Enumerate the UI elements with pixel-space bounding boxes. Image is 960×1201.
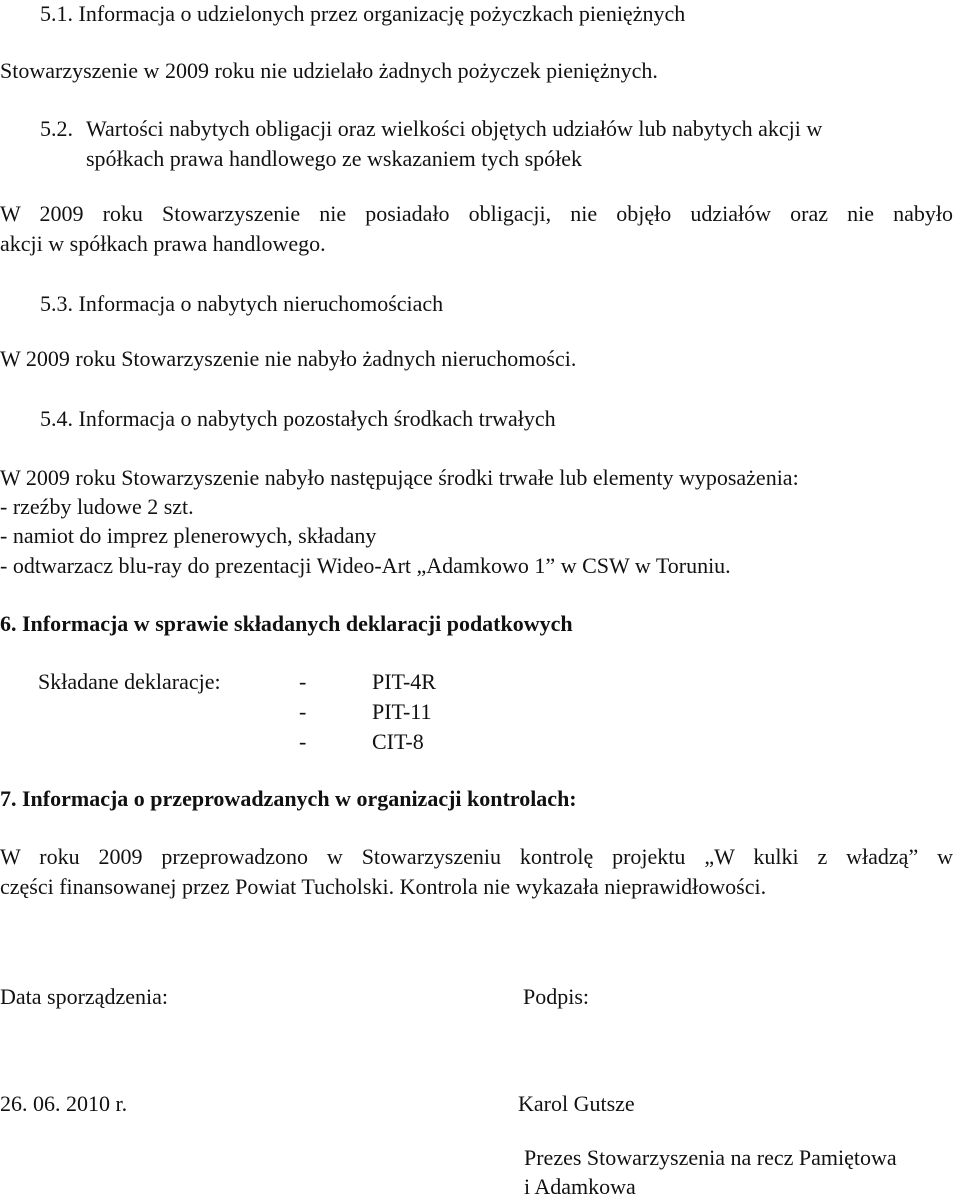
section-5-2-heading-line1: Wartości nabytych obligacji oraz wielkości objętych udziałów lub nabytych akcji w xyxy=(86,116,823,141)
list-item: - namiot do imprez plenerowych, składany xyxy=(0,523,377,548)
declaration-item: PIT-11 xyxy=(372,699,432,724)
section-5-1-heading: 5.1. Informacja o udzielonych przez organizację pożyczkach pieniężnych xyxy=(40,1,686,26)
declaration-item: CIT-8 xyxy=(372,729,424,754)
section-7-body-line1: W roku 2009 przeprowadzono w Stowarzyszeniu kontrolę projektu „W kulki z władzą” w xyxy=(0,844,953,869)
section-5-2-number: 5.2. xyxy=(40,116,73,141)
declaration-dash: - xyxy=(299,729,307,754)
section-5-2-heading-line2: spółkach prawa handlowego ze wskazaniem tych spółek xyxy=(86,146,583,171)
list-item: - odtwarzacz blu-ray do prezentacji Wideo-Art „Adamkowo 1” w CSW w Toruniu. xyxy=(0,553,731,578)
section-5-2-body-line2: akcji w spółkach prawa handlowego. xyxy=(0,231,326,256)
section-5-1-body: Stowarzyszenie w 2009 roku nie udzielało żadnych pożyczek pieniężnych. xyxy=(0,58,658,83)
signer-title-line2: i Adamkowa xyxy=(524,1174,636,1199)
section-5-3-heading: 5.3. Informacja o nabytych nieruchomościach xyxy=(40,291,444,316)
declarations-label: Składane deklaracje: xyxy=(38,669,221,694)
section-5-4-heading: 5.4. Informacja o nabytych pozostałych środkach trwałych xyxy=(40,406,556,431)
section-6-heading: 6. Informacja w sprawie składanych deklaracji podatkowych xyxy=(0,611,573,636)
declaration-item: PIT-4R xyxy=(372,669,436,694)
section-5-4-intro: W 2009 roku Stowarzyszenie nabyło następujące środki trwałe lub elementy wyposażenia: xyxy=(0,465,799,490)
list-item: - rzeźby ludowe 2 szt. xyxy=(0,494,194,519)
date-label: Data sporządzenia: xyxy=(0,984,168,1009)
signer-name: Karol Gutsze xyxy=(518,1091,635,1116)
section-5-3-body: W 2009 roku Stowarzyszenie nie nabyło żadnych nieruchomości. xyxy=(0,346,577,371)
date-value: 26. 06. 2010 r. xyxy=(0,1091,128,1116)
section-5-2-body-line1: W 2009 roku Stowarzyszenie nie posiadało obligacji, nie objęło udziałów oraz nie nabyło xyxy=(0,201,953,226)
signature-label: Podpis: xyxy=(523,984,590,1009)
section-7-body-line2: części finansowanej przez Powiat Tucholski. Kontrola nie wykazała nieprawidłowości. xyxy=(0,874,767,899)
declaration-dash: - xyxy=(299,669,307,694)
section-7-heading: 7. Informacja o przeprowadzanych w organizacji kontrolach: xyxy=(0,786,577,811)
signer-title-line1: Prezes Stowarzyszenia na recz Pamiętowa xyxy=(524,1145,897,1170)
declaration-dash: - xyxy=(299,699,307,724)
